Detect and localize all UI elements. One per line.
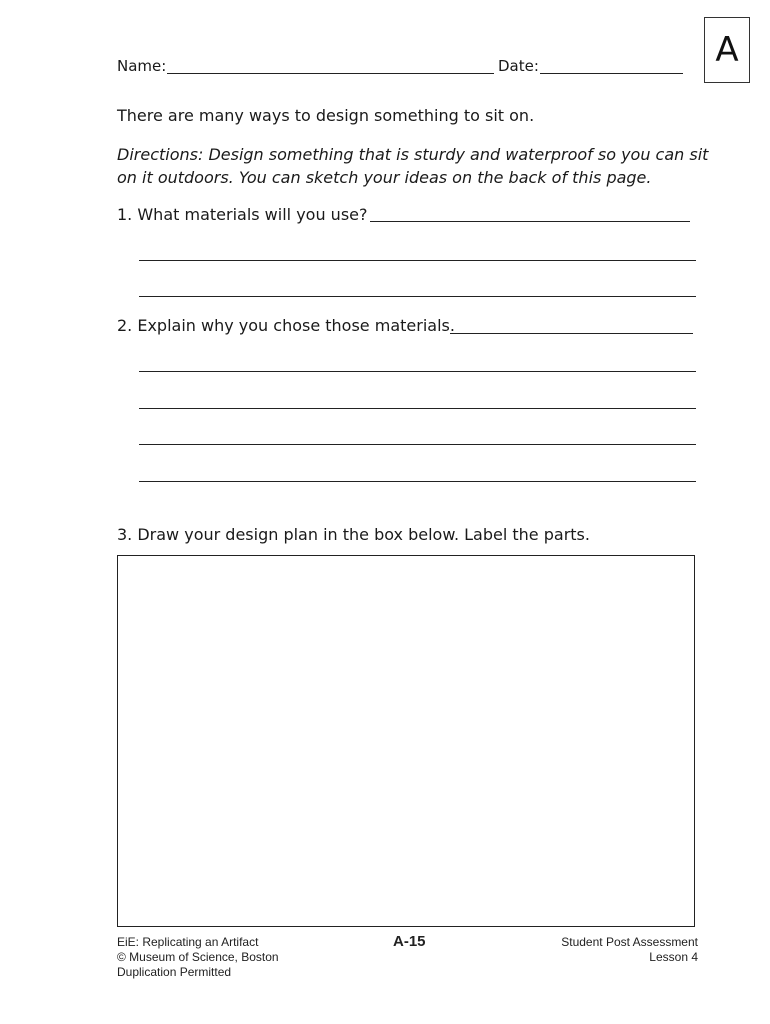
name-label: Name: [117, 57, 167, 75]
date-label: Date: [498, 57, 539, 75]
name-field[interactable] [167, 73, 494, 74]
question-3: 3. Draw your design plan in the box below. Label the parts. [117, 525, 590, 544]
footer-program: EiE: Replicating an Artifact [117, 935, 259, 949]
answer-1-line[interactable] [139, 296, 696, 297]
date-field[interactable] [540, 73, 683, 74]
design-drawing-box[interactable] [117, 555, 695, 927]
question-2: 2. Explain why you chose those materials. [117, 316, 455, 335]
question-1: 1. What materials will you use? [117, 205, 368, 224]
intro-text: There are many ways to design something to sit on. [117, 106, 535, 125]
footer-left [117, 935, 279, 980]
directions-line-1: Directions: Design something that is sturdy and waterproof so you can sit [117, 145, 709, 164]
answer-1-line[interactable] [139, 260, 696, 261]
directions-line-2: on it outdoors. You can sketch your ideas on the back of this page. [117, 168, 652, 187]
footer-copyright: © Museum of Science, Boston [117, 950, 279, 964]
answer-2-line-inline[interactable] [450, 333, 693, 334]
answer-2-line[interactable] [139, 444, 696, 445]
answer-1-line-inline[interactable] [370, 221, 690, 222]
answer-2-line[interactable] [139, 371, 696, 372]
page-number: A-15 [393, 933, 426, 950]
footer-right [520, 935, 698, 965]
answer-2-line[interactable] [139, 481, 696, 482]
form-letter-badge: A [704, 17, 750, 83]
answer-2-line[interactable] [139, 408, 696, 409]
footer-assessment: Student Post Assessment [561, 935, 698, 949]
footer-permission: Duplication Permitted [117, 965, 232, 979]
footer-lesson: Lesson 4 [649, 950, 698, 964]
